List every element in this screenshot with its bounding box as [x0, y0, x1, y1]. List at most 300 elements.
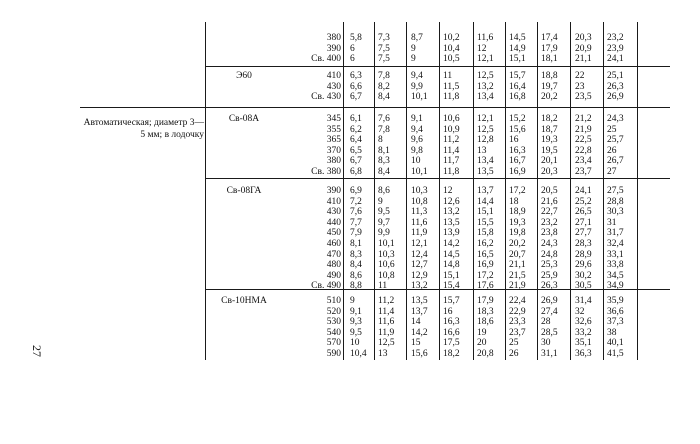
value-cell: 20,1	[541, 156, 558, 167]
strength-cell: Св. 400	[311, 54, 341, 65]
strength-cell: 590	[326, 349, 341, 359]
value-cell: 20,3	[575, 33, 592, 43]
value-cell: 13,2	[443, 207, 460, 218]
value-cell: 26,7	[607, 156, 624, 167]
value-cell: 16,9	[477, 260, 494, 271]
value-cell: 13,5	[477, 167, 494, 177]
value-cell: 28,8	[607, 196, 624, 207]
value-cell: 9,4	[411, 124, 423, 135]
value-cell: 15	[411, 338, 421, 349]
value-cell: 17,4	[541, 33, 558, 43]
value-cell: 13	[378, 349, 388, 359]
value-cell: 15,8	[477, 228, 494, 239]
column-rule	[374, 22, 375, 360]
value-cell: 20,5	[541, 186, 558, 196]
value-cell: 12,1	[477, 114, 494, 124]
value-cell: 26,9	[541, 296, 558, 306]
strength-cell: 390	[326, 186, 341, 196]
value-cell: 11,6	[477, 33, 494, 43]
value-cell: 9,9	[411, 81, 423, 92]
value-cell: 25	[607, 124, 617, 135]
strength-cell: 410	[326, 196, 341, 207]
value-cell: 19	[477, 327, 487, 338]
value-cell: 19,3	[509, 217, 526, 228]
value-cell: 12,8	[477, 135, 494, 146]
electrode-brand: Св-08ГА	[226, 186, 262, 196]
value-cell: 11	[378, 281, 388, 292]
value-cell: 14,2	[411, 327, 428, 338]
value-cell: 13,2	[411, 281, 428, 292]
value-cell: 6,6	[350, 81, 362, 92]
value-cell: 41,5	[607, 349, 624, 359]
value-cell: 15,1	[509, 54, 526, 65]
value-cell: 7,9	[350, 228, 362, 239]
value-cell: 18,6	[477, 317, 494, 328]
value-cell: 10,5	[443, 54, 460, 65]
strength-cell: 390	[326, 43, 341, 54]
value-cell: 9,3	[350, 317, 362, 328]
strength-cell: 570	[326, 338, 341, 349]
value-cell: 27,7	[575, 228, 592, 239]
value-cell: 9,8	[411, 145, 423, 156]
value-cell: 19,5	[541, 145, 558, 156]
strength-cell: 540	[326, 327, 341, 338]
value-cell: 6,7	[350, 156, 362, 167]
value-cell: 11	[443, 71, 453, 81]
value-cell: 8,7	[411, 33, 423, 43]
page-number: 27	[30, 345, 44, 357]
value-cell: 8,4	[350, 260, 362, 271]
value-cell: 6,8	[350, 167, 362, 177]
value-cell: 26,3	[607, 81, 624, 92]
value-cell: 7,5	[378, 54, 390, 65]
value-cell: 28,3	[575, 239, 592, 249]
value-cell: 12,1	[477, 54, 494, 65]
value-cell: 6,3	[350, 71, 362, 81]
value-cell: 11,4	[443, 145, 460, 156]
electrode-brand: Св-08А	[228, 114, 260, 124]
value-cell: 5,8	[350, 33, 362, 43]
value-cell: 28	[541, 317, 551, 328]
value-cell: 10,4	[443, 43, 460, 54]
value-cell: 13,4	[477, 92, 494, 103]
value-cell: 16	[509, 135, 519, 146]
value-cell: 12,9	[411, 270, 428, 281]
value-cell: 20,2	[509, 239, 526, 249]
value-cell: 23,9	[607, 43, 624, 54]
value-cell: 15,6	[509, 124, 526, 135]
column-rule	[406, 22, 407, 360]
value-cell: 20,7	[509, 249, 526, 260]
column-rule	[570, 22, 571, 360]
group-rule	[80, 107, 670, 108]
value-cell: 10,3	[411, 186, 428, 196]
strength-cell: Св. 490	[311, 281, 341, 292]
value-cell: 22,5	[575, 135, 592, 146]
value-cell: 10,4	[350, 349, 367, 359]
value-cell: 27,4	[541, 306, 558, 317]
value-cell: 8,8	[350, 281, 362, 292]
value-cell: 32,4	[607, 239, 624, 249]
value-cell: 10,3	[378, 249, 395, 260]
value-cell: 6,1	[350, 114, 362, 124]
value-cell: 31,4	[575, 296, 592, 306]
value-cell: 8,3	[378, 156, 390, 167]
value-cell: 11,2	[378, 296, 395, 306]
value-cell: 10,9	[443, 124, 460, 135]
value-cell: 25,3	[541, 260, 558, 271]
value-cell: 24,8	[541, 249, 558, 260]
strength-cell: 380	[326, 33, 341, 43]
value-cell: 23,8	[541, 228, 558, 239]
strength-cell: 355	[326, 124, 341, 135]
value-cell: 23,3	[509, 317, 526, 328]
value-cell: 8,6	[350, 270, 362, 281]
electrode-brand: Св-10НМА	[221, 296, 267, 306]
value-cell: 30,5	[575, 281, 592, 292]
strength-cell: 345	[326, 114, 341, 124]
value-cell: 10,1	[411, 92, 428, 103]
value-cell: 19,3	[541, 135, 558, 146]
value-cell: 11,3	[411, 207, 428, 218]
value-cell: 18,1	[541, 54, 558, 65]
column-rule	[637, 22, 638, 360]
value-cell: 18	[509, 196, 519, 207]
value-cell: 25	[509, 338, 519, 349]
column-rule	[505, 22, 506, 360]
value-cell: 11,5	[443, 81, 460, 92]
value-cell: 21,5	[509, 270, 526, 281]
value-cell: 6	[350, 43, 355, 54]
value-cell: 22,8	[575, 145, 592, 156]
value-cell: 9,9	[378, 228, 390, 239]
value-cell: 28,5	[541, 327, 558, 338]
value-cell: 8,6	[378, 186, 390, 196]
value-cell: 12,7	[411, 260, 428, 271]
strength-cell: 440	[326, 217, 341, 228]
value-cell: 14,9	[509, 43, 526, 54]
value-cell: 13	[477, 145, 487, 156]
value-cell: 24,3	[541, 239, 558, 249]
value-cell: 15,1	[443, 270, 460, 281]
strength-cell: Св. 380	[311, 167, 341, 177]
value-cell: 18,9	[509, 207, 526, 218]
value-cell: 16,4	[509, 81, 526, 92]
value-cell: 10,1	[378, 239, 395, 249]
value-cell: 14,5	[509, 33, 526, 43]
value-cell: 10,2	[443, 33, 460, 43]
value-cell: 12	[443, 186, 453, 196]
value-cell: 23,5	[575, 92, 592, 103]
value-cell: 19,7	[541, 81, 558, 92]
value-cell: 31	[607, 217, 617, 228]
strength-cell: Св. 430	[311, 92, 341, 103]
value-cell: 32,6	[575, 317, 592, 328]
value-cell: 31,1	[541, 349, 558, 359]
value-cell: 22	[575, 71, 585, 81]
value-cell: 12,5	[477, 124, 494, 135]
value-cell: 15,7	[443, 296, 460, 306]
value-cell: 10,6	[378, 260, 395, 271]
value-cell: 21,9	[509, 281, 526, 292]
value-cell: 13,7	[477, 186, 494, 196]
welding-mode-label: Автоматическая; диаметр 3—5 мм; в лодочку	[83, 118, 204, 140]
value-cell: 14,5	[443, 249, 460, 260]
value-cell: 17,2	[477, 270, 494, 281]
value-cell: 9	[411, 54, 416, 65]
value-cell: 35,1	[575, 338, 592, 349]
value-cell: 7,2	[350, 196, 362, 207]
value-cell: 6,4	[350, 135, 362, 146]
value-cell: 17,6	[477, 281, 494, 292]
value-cell: 7,3	[378, 33, 390, 43]
value-cell: 9	[411, 43, 416, 54]
value-cell: 25,9	[541, 270, 558, 281]
value-cell: 16,5	[477, 249, 494, 260]
value-cell: 21,9	[575, 124, 592, 135]
value-cell: 11,8	[443, 167, 460, 177]
value-cell: 14	[411, 317, 421, 328]
value-cell: 7,5	[378, 43, 390, 54]
value-cell: 13,5	[411, 296, 428, 306]
value-cell: 37,3	[607, 317, 624, 328]
value-cell: 11,9	[378, 327, 395, 338]
value-cell: 16,2	[477, 239, 494, 249]
value-cell: 16,9	[509, 167, 526, 177]
value-cell: 26	[509, 349, 519, 359]
column-rule	[439, 22, 440, 360]
value-cell: 15,4	[443, 281, 460, 292]
value-cell: 27	[607, 167, 617, 177]
value-cell: 30,2	[575, 270, 592, 281]
value-cell: 23	[575, 81, 585, 92]
value-cell: 33,1	[607, 249, 624, 260]
strength-cell: 460	[326, 239, 341, 249]
value-cell: 12,1	[411, 239, 428, 249]
value-cell: 9,1	[350, 306, 362, 317]
value-cell: 36,6	[607, 306, 624, 317]
column-rule	[473, 22, 474, 360]
value-cell: 20,9	[575, 43, 592, 54]
value-cell: 7,6	[378, 114, 390, 124]
value-cell: 25,7	[607, 135, 624, 146]
electrode-brand: Э60	[236, 71, 252, 81]
value-cell: 23,7	[509, 327, 526, 338]
value-cell: 19,8	[509, 228, 526, 239]
value-cell: 6	[350, 54, 355, 65]
value-cell: 11,4	[378, 306, 395, 317]
value-cell: 40,1	[607, 338, 624, 349]
value-cell: 20,3	[541, 167, 558, 177]
value-cell: 21,6	[541, 196, 558, 207]
value-cell: 8,4	[378, 167, 390, 177]
value-cell: 16,6	[443, 327, 460, 338]
value-cell: 21,1	[509, 260, 526, 271]
value-cell: 26,9	[607, 92, 624, 103]
value-cell: 20	[477, 338, 487, 349]
value-cell: 12,5	[378, 338, 395, 349]
value-cell: 22,7	[541, 207, 558, 218]
value-cell: 14,2	[443, 239, 460, 249]
value-cell: 18,2	[541, 114, 558, 124]
value-cell: 10	[411, 156, 421, 167]
group-rule	[205, 289, 670, 290]
value-cell: 29,6	[575, 260, 592, 271]
value-cell: 10,6	[443, 114, 460, 124]
value-cell: 26,5	[575, 207, 592, 218]
value-cell: 11,6	[411, 217, 428, 228]
value-cell: 15,5	[477, 217, 494, 228]
value-cell: 8	[378, 135, 383, 146]
value-cell: 22,4	[509, 296, 526, 306]
value-cell: 7,8	[378, 71, 390, 81]
value-cell: 8,4	[378, 92, 390, 103]
value-cell: 27,5	[607, 186, 624, 196]
value-cell: 15,2	[509, 114, 526, 124]
value-cell: 18,2	[443, 349, 460, 359]
value-cell: 30,3	[607, 207, 624, 218]
value-cell: 17,5	[443, 338, 460, 349]
value-cell: 15,1	[477, 207, 494, 218]
value-cell: 24,1	[607, 54, 624, 65]
value-cell: 10,1	[411, 167, 428, 177]
value-cell: 26	[607, 145, 617, 156]
value-cell: 31,7	[607, 228, 624, 239]
value-cell: 33,2	[575, 327, 592, 338]
value-cell: 9,5	[378, 207, 390, 218]
value-cell: 11,9	[411, 228, 428, 239]
value-cell: 32	[575, 306, 585, 317]
value-cell: 9,6	[411, 135, 423, 146]
group-rule	[205, 66, 670, 67]
value-cell: 10	[350, 338, 360, 349]
strength-cell: 410	[326, 71, 341, 81]
value-cell: 6,5	[350, 145, 362, 156]
value-cell: 16,3	[509, 145, 526, 156]
value-cell: 9,1	[411, 114, 423, 124]
value-cell: 21,1	[575, 54, 592, 65]
value-cell: 38	[607, 327, 617, 338]
column-rule	[603, 22, 604, 360]
value-cell: 18,3	[477, 306, 494, 317]
strength-cell: 365	[326, 135, 341, 146]
strength-cell: 530	[326, 317, 341, 328]
value-cell: 15,7	[509, 71, 526, 81]
value-cell: 7,6	[350, 207, 362, 218]
value-cell: 8,1	[350, 239, 362, 249]
value-cell: 12,5	[477, 71, 494, 81]
value-cell: 34,5	[607, 270, 624, 281]
column-rule	[537, 22, 538, 360]
value-cell: 8,1	[378, 145, 390, 156]
value-cell: 17,9	[541, 43, 558, 54]
value-cell: 9	[378, 196, 383, 207]
value-cell: 12,6	[443, 196, 460, 207]
value-cell: 12,4	[411, 249, 428, 260]
strength-cell: 430	[326, 81, 341, 92]
value-cell: 15,6	[411, 349, 428, 359]
value-cell: 24,3	[607, 114, 624, 124]
value-cell: 13,5	[443, 217, 460, 228]
strength-cell: 470	[326, 249, 341, 260]
value-cell: 33,8	[607, 260, 624, 271]
value-cell: 10,8	[378, 270, 395, 281]
value-cell: 30	[541, 338, 551, 349]
strength-cell: 370	[326, 145, 341, 156]
value-cell: 17,2	[509, 186, 526, 196]
value-cell: 10,8	[411, 196, 428, 207]
value-cell: 14,4	[477, 196, 494, 207]
value-cell: 36,3	[575, 349, 592, 359]
strength-cell: 490	[326, 270, 341, 281]
value-cell: 13,4	[477, 156, 494, 167]
group-rule	[205, 178, 670, 179]
value-cell: 6,2	[350, 124, 362, 135]
value-cell: 14,8	[443, 260, 460, 271]
value-cell: 16,3	[443, 317, 460, 328]
value-cell: 11,7	[443, 156, 460, 167]
value-cell: 18,7	[541, 124, 558, 135]
value-cell: 20,8	[477, 349, 494, 359]
value-cell: 13,9	[443, 228, 460, 239]
value-cell: 13,2	[477, 81, 494, 92]
value-cell: 23,2	[607, 33, 624, 43]
value-cell: 9,4	[411, 71, 423, 81]
value-cell: 12	[477, 43, 487, 54]
value-cell: 9,5	[350, 327, 362, 338]
value-cell: 34,9	[607, 281, 624, 292]
value-cell: 16,8	[509, 92, 526, 103]
value-cell: 23,7	[575, 167, 592, 177]
value-cell: 11,6	[378, 317, 395, 328]
value-cell: 22,9	[509, 306, 526, 317]
value-cell: 16	[443, 306, 453, 317]
strength-cell: 430	[326, 207, 341, 218]
column-rule	[343, 22, 344, 360]
value-cell: 23,2	[541, 217, 558, 228]
value-cell: 25,1	[607, 71, 624, 81]
value-cell: 11,2	[443, 135, 460, 146]
value-cell: 18,8	[541, 71, 558, 81]
value-cell: 21,2	[575, 114, 592, 124]
value-cell: 26,3	[541, 281, 558, 292]
value-cell: 13,7	[411, 306, 428, 317]
value-cell: 20,2	[541, 92, 558, 103]
value-cell: 24,1	[575, 186, 592, 196]
strength-cell: 520	[326, 306, 341, 317]
value-cell: 6,9	[350, 186, 362, 196]
strength-cell: 480	[326, 260, 341, 271]
value-cell: 35,9	[607, 296, 624, 306]
value-cell: 8,3	[350, 249, 362, 260]
value-cell: 27,1	[575, 217, 592, 228]
strength-cell: 380	[326, 156, 341, 167]
value-cell: 16,7	[509, 156, 526, 167]
value-cell: 6,7	[350, 92, 362, 103]
value-cell: 23,4	[575, 156, 592, 167]
value-cell: 9,7	[378, 217, 390, 228]
value-cell: 9	[350, 296, 355, 306]
value-cell: 7,8	[378, 124, 390, 135]
value-cell: 17,9	[477, 296, 494, 306]
value-cell: 7,7	[350, 217, 362, 228]
strength-cell: 510	[326, 296, 341, 306]
value-cell: 8,2	[378, 81, 390, 92]
strength-cell: 450	[326, 228, 341, 239]
value-cell: 11,8	[443, 92, 460, 103]
value-cell: 25,2	[575, 196, 592, 207]
value-cell: 28,9	[575, 249, 592, 260]
